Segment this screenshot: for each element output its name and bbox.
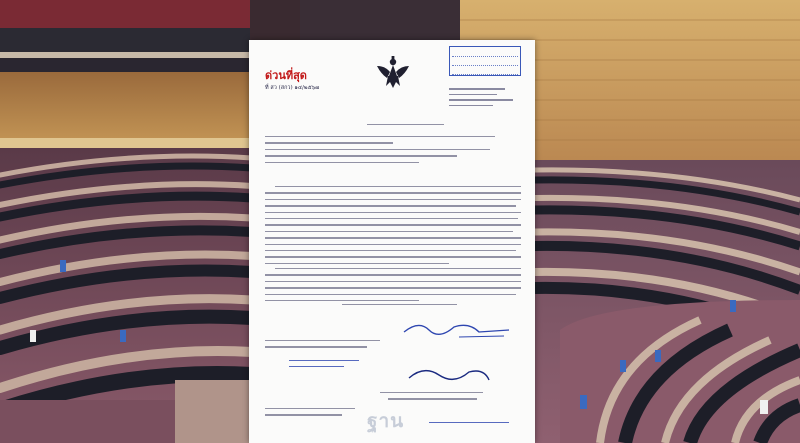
closing-line bbox=[265, 304, 521, 310]
signatory-name bbox=[265, 392, 521, 405]
letter-body-paragraph-1 bbox=[265, 186, 521, 269]
handwritten-note bbox=[289, 360, 359, 361]
footer-office bbox=[265, 340, 521, 353]
handwritten-date bbox=[429, 422, 509, 423]
received-stamp bbox=[449, 46, 521, 76]
garuda-emblem-icon bbox=[373, 52, 413, 92]
watermark-logo: ฐาน bbox=[367, 410, 405, 432]
letter-date bbox=[265, 124, 521, 130]
letter-subject bbox=[265, 136, 521, 168]
document-number: ที่ สว (สกว) ๑๔/๒๕๖๗ bbox=[265, 85, 320, 91]
letter-body-paragraph-2 bbox=[265, 268, 521, 306]
signature-main bbox=[399, 360, 519, 390]
sender-address bbox=[449, 84, 529, 110]
handwritten-note-2 bbox=[289, 366, 344, 367]
urgent-label: ด่วนที่สุด bbox=[265, 69, 307, 82]
gallery-seats-left bbox=[0, 0, 250, 58]
official-letter bbox=[249, 40, 535, 443]
signature-blue-1 bbox=[399, 312, 519, 342]
